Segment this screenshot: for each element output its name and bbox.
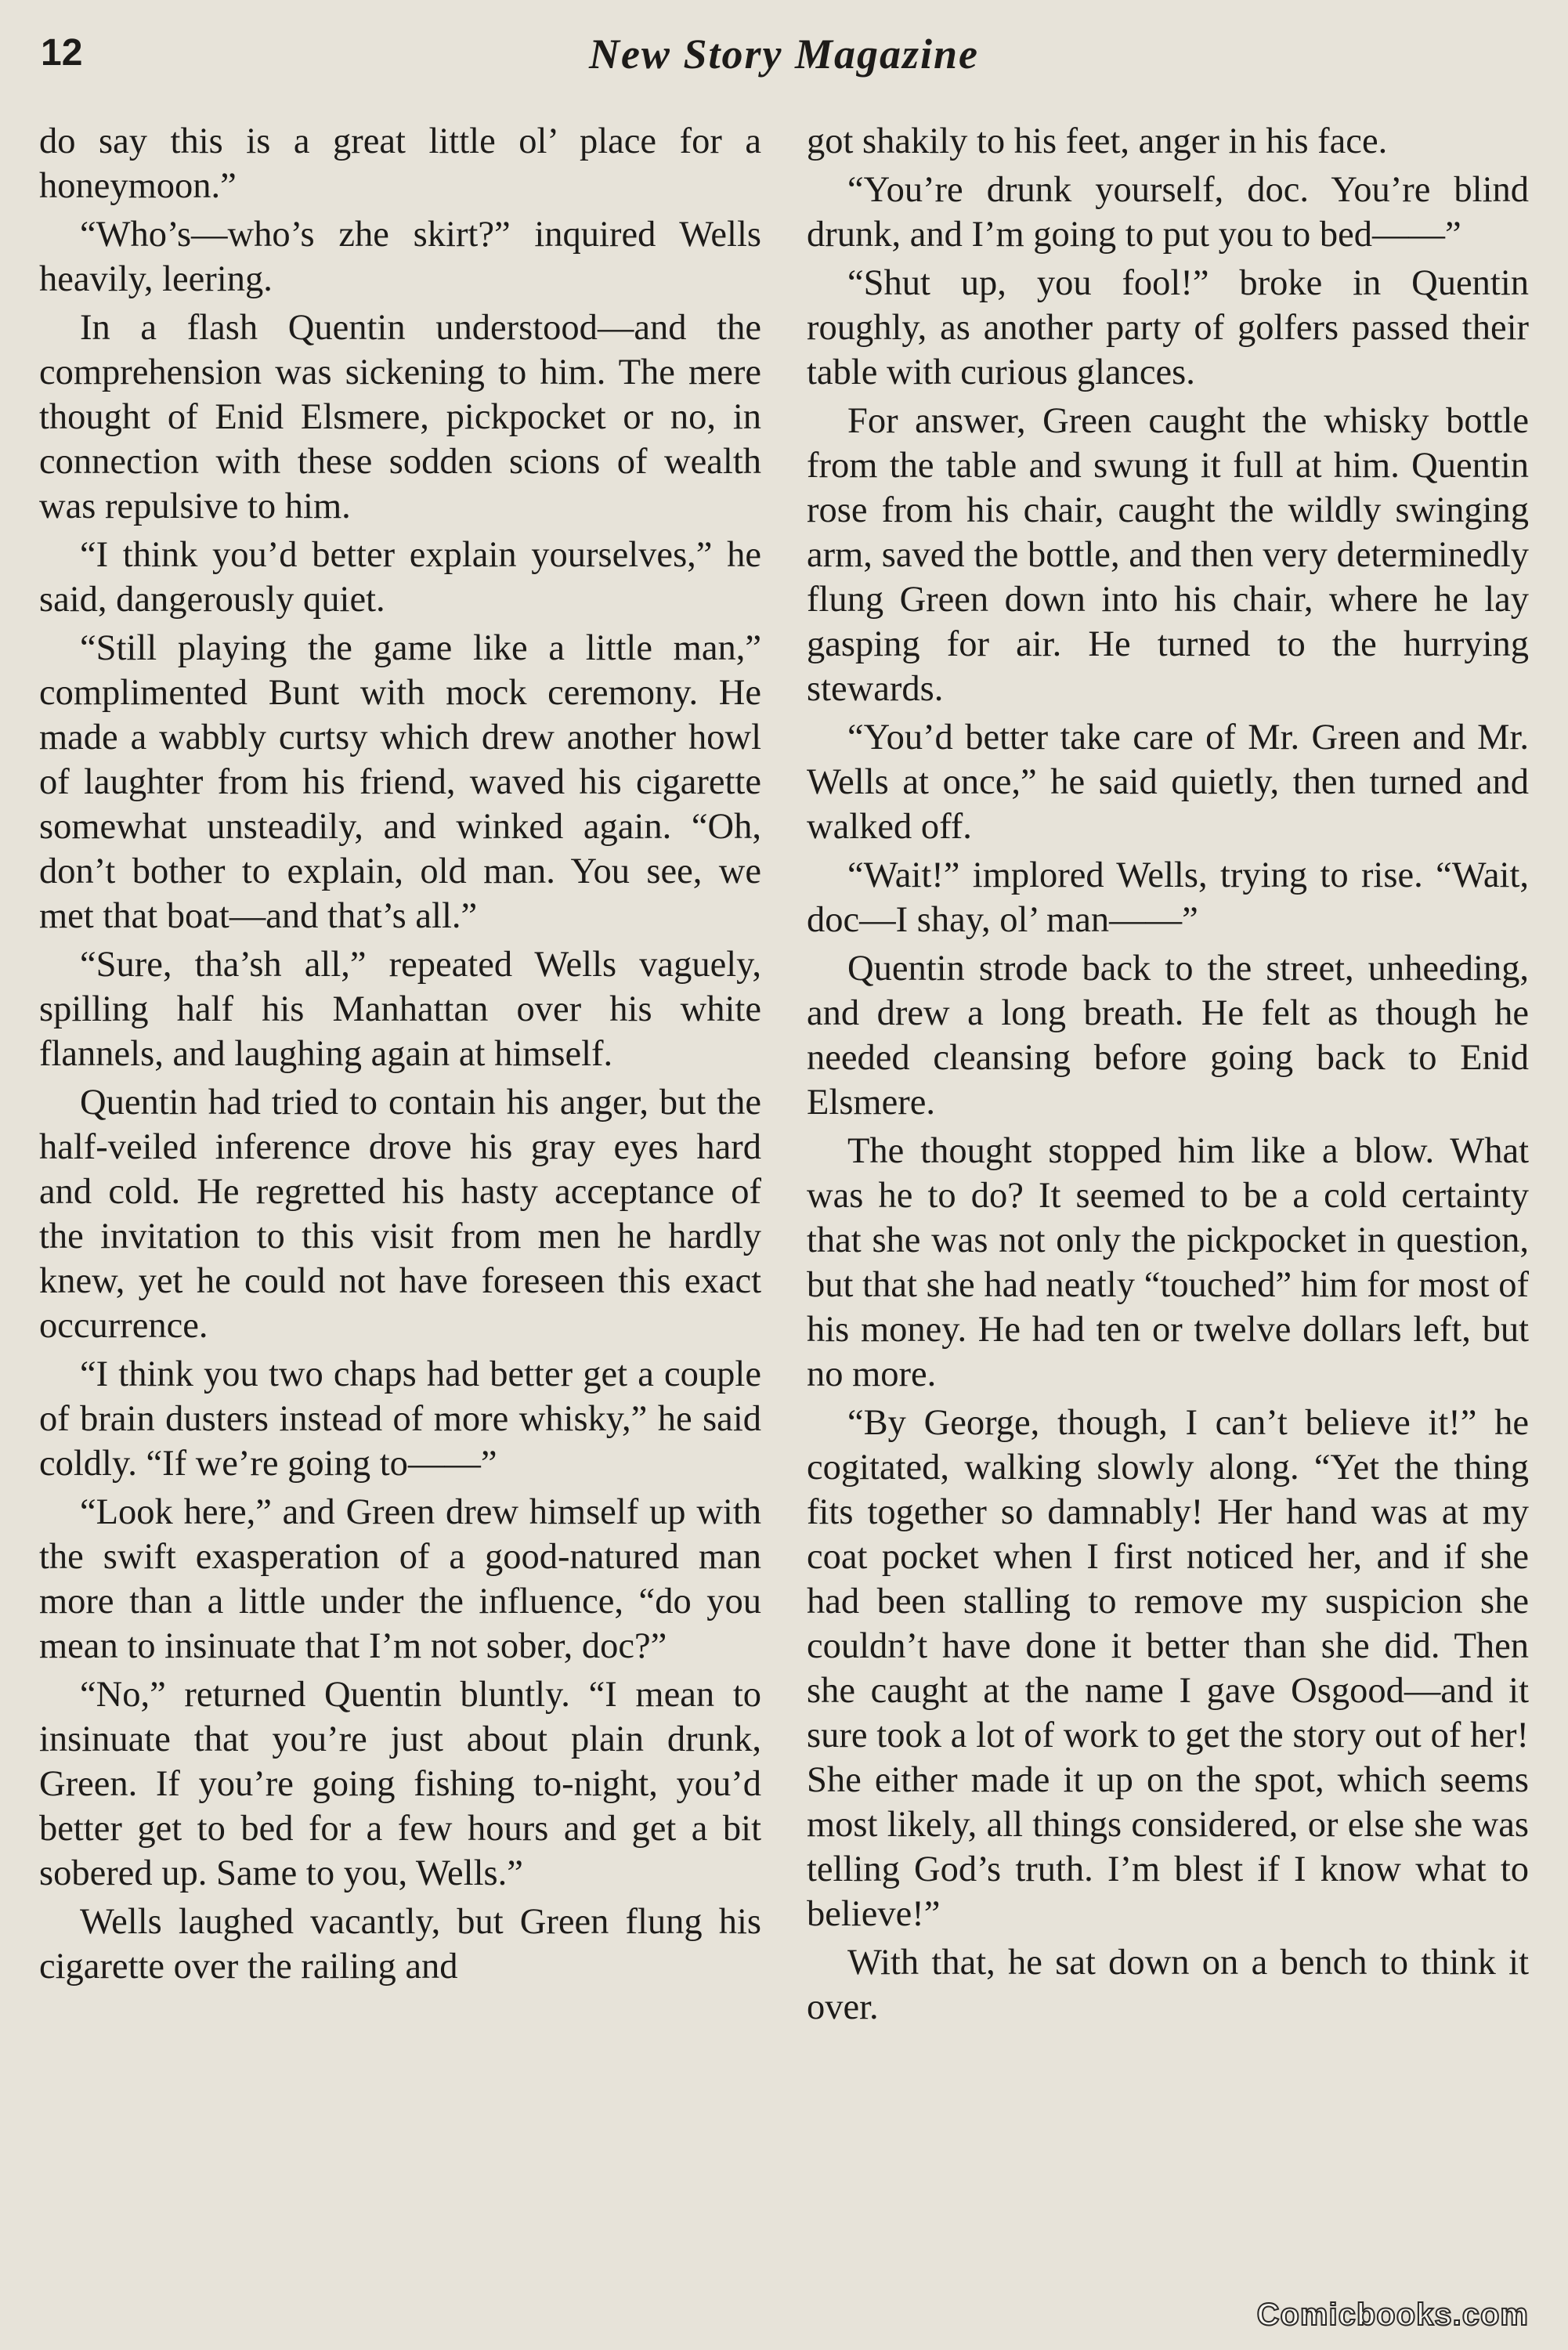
page-header — [39, 25, 1529, 88]
paragraph: “Shut up, you fool!” broke in Quentin roughly, as another party of golfers passed their table with curious glances. — [807, 263, 1529, 392]
paragraph: “You’re drunk yourself, doc. You’re blind drunk, and I’m going to put you to bed——” — [807, 170, 1529, 255]
paragraph: “Who’s—who’s zhe skirt?” inquired Wells heavily, leering. — [39, 215, 761, 299]
magazine-title: New Story Magazine — [588, 31, 980, 78]
paragraph: “I think you two chaps had better get a couple of brain dusters instead of more whisky,” he said coldly. “If we’re going to——” — [39, 1354, 761, 1484]
paragraph: do say this is a great little ol’ place for a honeymoon.” — [39, 121, 761, 206]
paragraph: “Still playing the game like a little man,” complimented Bunt with mock ceremony. He made a wabbly curtsy which drew another howl of laughter from his friend, waved his cigarette somewhat unsteadily, and winked again. “Oh, don’t bother to explain, old man. You see, we met that boat—and that’s all.” — [39, 628, 761, 936]
paragraph: For answer, Green caught the whisky bottle from the table and swung it full at him. Quentin rose from his chair, caught the wildly swinging arm, saved the bottle, and then very determinedly flung Green down into his chair, where he lay gasping for air. He turned to the hurrying stewards. — [807, 401, 1529, 709]
paragraph: Quentin had tried to contain his anger, but the half-veiled inference drove his gray eyes hard and cold. He regretted his hasty acceptance of the invitation to this visit from men he hardly knew, yet he could not have foreseen this exact occurrence. — [39, 1083, 761, 1346]
page-number: 12 — [41, 32, 83, 74]
paragraph: With that, he sat down on a bench to think it over. — [807, 1943, 1529, 2027]
paragraph: “Wait!” implored Wells, trying to rise. “Wait, doc—I shay, ol’ man——” — [807, 855, 1529, 940]
left-column — [39, 119, 761, 2034]
paragraph: “Sure, tha’sh all,” repeated Wells vaguely, spilling half his Manhattan over his white flannels, and laughing again at himself. — [39, 945, 761, 1074]
paragraph: “No,” returned Quentin bluntly. “I mean to insinuate that you’re just about plain drunk, Green. If you’re going fishing to-night, you’d better get to bed for a few hours and get a bit sobered up. Same to you, Wells.” — [39, 1675, 761, 1893]
paragraph: In a flash Quentin understood—and the comprehension was sickening to him. The mere thought of Enid Elsmere, pickpocket or no, in connection with these sodden scions of wealth was repulsive to him. — [39, 308, 761, 526]
paragraph: Quentin strode back to the street, unheeding, and drew a long breath. He felt as though he needed cleansing before going back to Enid Elsmere. — [807, 949, 1529, 1123]
paragraph: “Look here,” and Green drew himself up with the swift exasperation of a good-natured man more than a little under the influence, “do you mean to insinuate that I’m not sober, doc?” — [39, 1492, 761, 1666]
right-column — [807, 119, 1529, 2034]
paragraph: got shakily to his feet, anger in his face. — [807, 121, 1388, 161]
paragraph: Wells laughed vacantly, but Green flung his cigarette over the railing and — [39, 1902, 761, 1987]
text-columns — [39, 119, 1529, 2034]
paragraph: The thought stopped him like a blow. What was he to do? It seemed to be a cold certainty that she was not only the pickpocket in question, but that she had neatly “touched” him for most of his money. He had ten or twelve dollars left, but no more. — [807, 1131, 1529, 1394]
watermark: Comicbooks.com — [1256, 2298, 1529, 2332]
paragraph: “I think you’d better explain yourselves,” he said, dangerously quiet. — [39, 535, 761, 620]
paragraph: “You’d better take care of Mr. Green and Mr. Wells at once,” he said quietly, then turned and walked off. — [807, 718, 1529, 847]
paragraph: “By George, though, I can’t believe it!” he cogitated, walking slowly along. “Yet the thing fits together so damnably! Her hand was at my coat pocket when I first noticed her, and if she had been stalling to remove my suspicion she couldn’t have done it better than she did. Then she caught at the name I gave Osgood—and it sure took a lot of work to get the story out of her! She either made it up on the spot, which seems most likely, all things considered, or else she was telling God’s truth. I’m blest if I know what to believe!” — [807, 1403, 1529, 1934]
